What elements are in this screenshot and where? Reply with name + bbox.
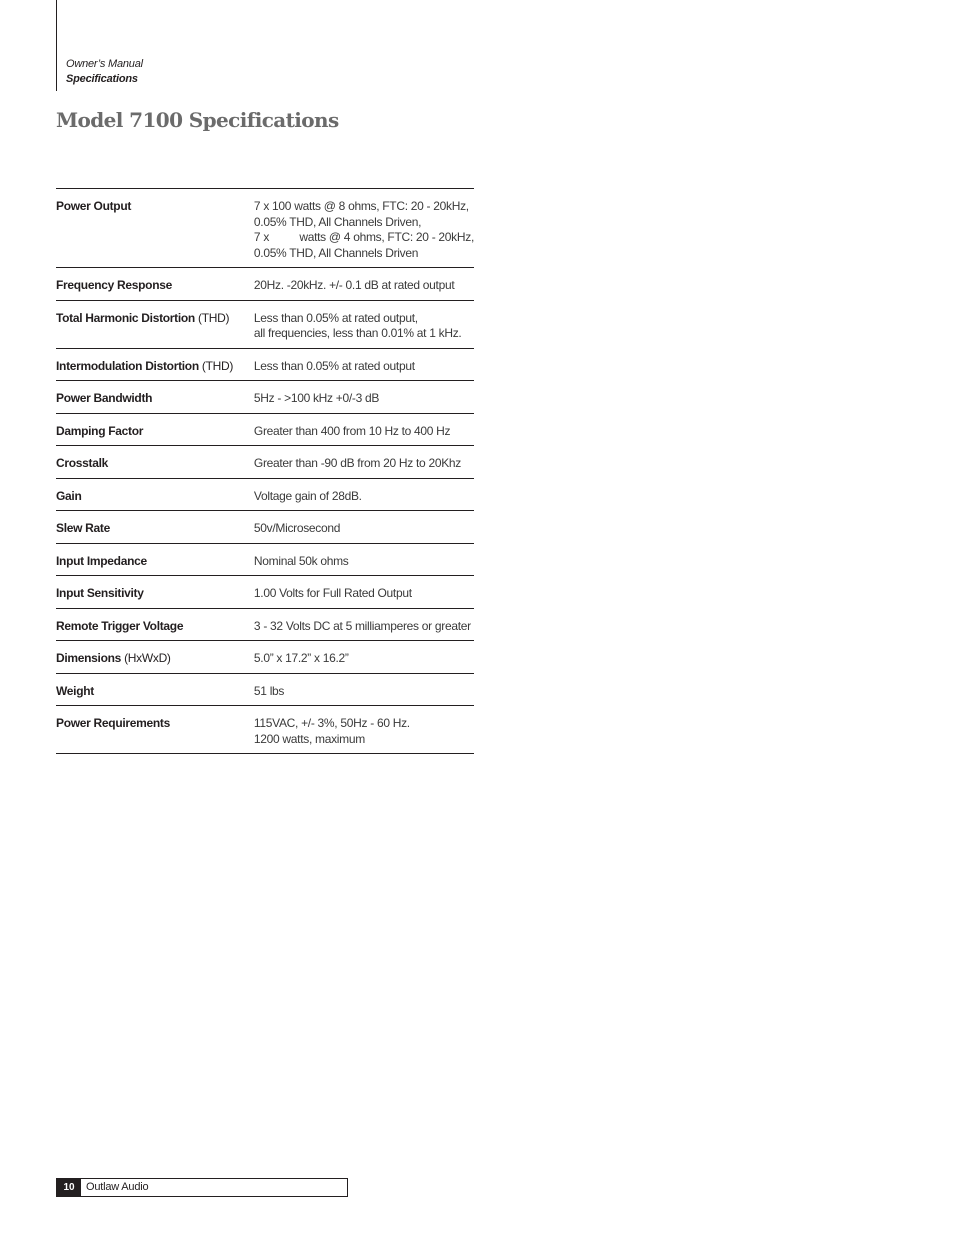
- spec-label-cell: [56, 268, 254, 301]
- spec-label: Total Harmonic Distortion: [56, 310, 195, 325]
- spec-value-cell: [254, 706, 474, 754]
- spec-label-cell: [56, 641, 254, 674]
- spec-label-cell: [56, 300, 254, 348]
- spec-label-cell: [56, 576, 254, 609]
- spec-value-cell: [254, 446, 474, 479]
- spec-row: [56, 446, 474, 479]
- spec-row: [56, 673, 474, 706]
- spec-label: Input Impedance: [56, 553, 147, 568]
- spec-label-cell: [56, 608, 254, 641]
- spec-value-cell: [254, 381, 474, 414]
- spec-row: [56, 478, 474, 511]
- header-section-label: Specifications: [66, 73, 138, 85]
- spec-value-cell: [254, 511, 474, 544]
- spec-label: Slew Rate: [56, 521, 110, 535]
- spec-label-cell: [56, 446, 254, 479]
- spec-row: [56, 381, 474, 414]
- spec-value-line: all frequencies, less than 0.01% at 1 kHz.: [253, 326, 462, 340]
- spec-value-cell: [254, 348, 474, 381]
- spec-row: [56, 706, 474, 754]
- spec-label-cell: [56, 673, 254, 706]
- spec-value-line: 0.05% THD, All Channels Driven,: [253, 214, 422, 229]
- spec-value-cell: [254, 189, 474, 268]
- spec-label-note: (HxWxD): [124, 651, 171, 665]
- spec-value-line: Greater than 400 from 10 Hz to 400 Hz: [253, 423, 451, 438]
- header-vertical-rule: [56, 0, 57, 91]
- spec-row: [56, 608, 474, 641]
- spec-row: [56, 348, 474, 381]
- spec-label-cell: [56, 511, 254, 544]
- spec-row: [56, 268, 474, 301]
- spec-value-line: 50v/Microsecond: [253, 521, 341, 535]
- spec-value-line: 7 x 100 watts @ 8 ohms, FTC: 20 - 20kHz,: [253, 199, 469, 213]
- spec-value-cell: [254, 576, 474, 609]
- spec-table-body: [56, 189, 474, 754]
- spec-value-cell: [254, 413, 474, 446]
- spec-label-cell: [56, 706, 254, 754]
- spec-value-line: 7 x watts @ 4 ohms, FTC: 20 - 20kHz,: [253, 230, 474, 244]
- page-footer: [56, 1178, 348, 1197]
- spec-value-line: 115VAC, +/- 3%, 50Hz - 60 Hz.: [253, 716, 410, 730]
- spec-row: [56, 413, 474, 446]
- spec-label-cell: [56, 381, 254, 414]
- spec-row: [56, 189, 474, 268]
- spec-value-line: 0.05% THD, All Channels Driven: [253, 245, 419, 260]
- spec-value-line: Less than 0.05% at rated output,: [253, 310, 418, 325]
- spec-value-line: Less than 0.05% at rated output: [253, 358, 415, 373]
- spec-label: Crosstalk: [56, 456, 108, 470]
- spec-value-line: 1.00 Volts for Full Rated Output: [253, 586, 412, 600]
- spec-row: [56, 641, 474, 674]
- spec-label-note: (THD): [201, 358, 234, 373]
- spec-label: Power Output: [56, 199, 132, 213]
- spec-row: [56, 543, 474, 576]
- spec-label: Frequency Response: [56, 278, 172, 292]
- spec-value-line: Greater than -90 dB from 20 Hz to 20Khz: [253, 456, 461, 470]
- spec-value-line: 5.0” x 17.2” x 16.2”: [253, 651, 349, 665]
- spec-value-cell: [254, 268, 474, 301]
- spec-value-cell: [254, 300, 474, 348]
- spec-label: Dimensions: [56, 651, 122, 665]
- page-title: Model 7100 Specifications: [56, 108, 339, 132]
- spec-value-cell: [254, 608, 474, 641]
- spec-label-note: (THD): [198, 310, 230, 325]
- page-number: 10: [57, 1179, 81, 1196]
- spec-label-cell: [56, 543, 254, 576]
- header-manual-label: Owner’s Manual: [66, 58, 143, 70]
- spec-label-cell: [56, 413, 254, 446]
- spec-label-cell: [56, 189, 254, 268]
- spec-table: [56, 188, 474, 754]
- spec-label-cell: [56, 478, 254, 511]
- spec-label: Power Bandwidth: [56, 391, 153, 405]
- spec-label: Remote Trigger Voltage: [56, 618, 184, 633]
- spec-row: [56, 511, 474, 544]
- spec-value-cell: [254, 673, 474, 706]
- spec-value-line: 20Hz. -20kHz. +/- 0.1 dB at rated output: [253, 278, 455, 292]
- spec-value-line: 1200 watts, maximum: [253, 731, 365, 746]
- spec-value-cell: [254, 543, 474, 576]
- spec-label: Intermodulation Distortion: [56, 358, 199, 373]
- spec-label: Weight: [56, 683, 94, 698]
- spec-row: [56, 576, 474, 609]
- spec-value-line: 5Hz - >100 kHz +0/-3 dB: [253, 391, 380, 405]
- spec-value-line: Nominal 50k ohms: [253, 553, 349, 568]
- spec-row: [56, 300, 474, 348]
- spec-value-cell: [254, 478, 474, 511]
- spec-label-cell: [56, 348, 254, 381]
- spec-value-line: Voltage gain of 28dB.: [253, 488, 362, 503]
- spec-label: Power Requirements: [56, 716, 170, 730]
- spec-value-line: 51 lbs: [253, 683, 285, 698]
- spec-label: Input Sensitivity: [56, 586, 144, 600]
- spec-value-cell: [254, 641, 474, 674]
- spec-label: Gain: [56, 488, 82, 503]
- spec-value-line: 3 - 32 Volts DC at 5 milliamperes or greater: [253, 618, 471, 633]
- spec-label: Damping Factor: [56, 423, 144, 438]
- company-name: Outlaw Audio: [86, 1181, 149, 1193]
